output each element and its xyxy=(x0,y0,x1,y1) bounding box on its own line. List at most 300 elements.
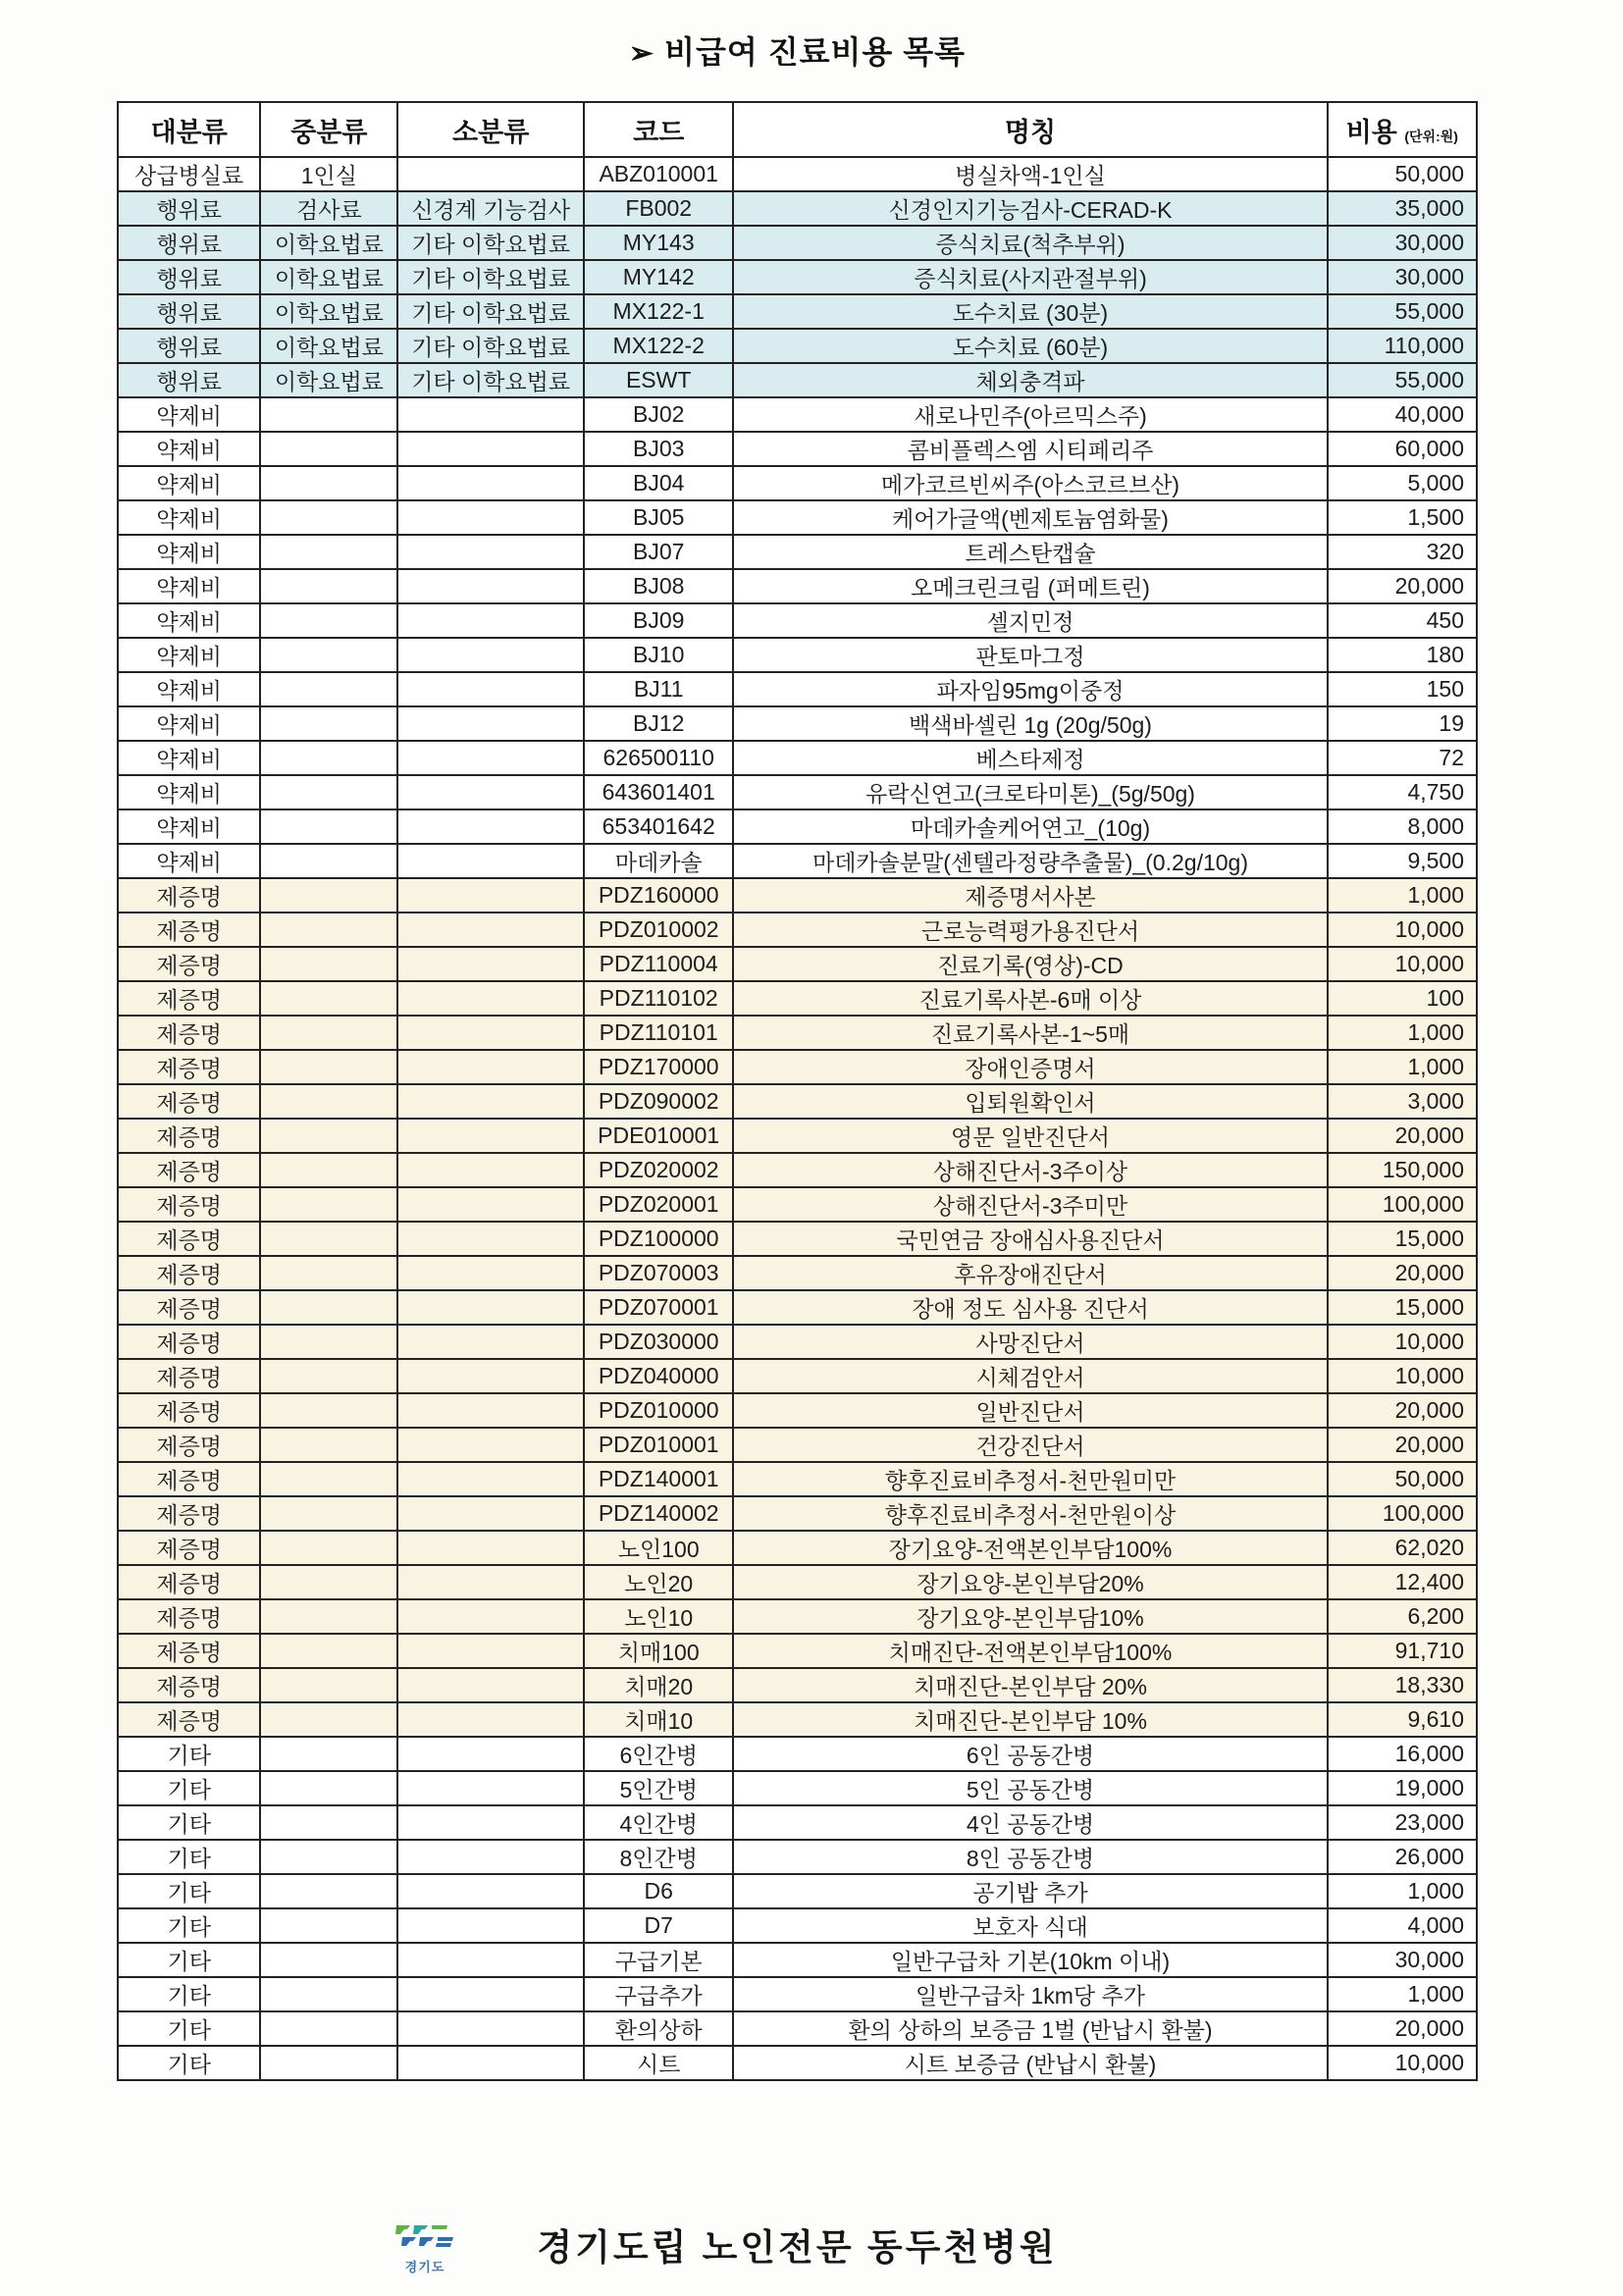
cell-name: 진료기록사본-6매 이상 xyxy=(733,981,1327,1016)
cell-cost: 10,000 xyxy=(1328,1359,1477,1393)
cell-major-category: 기타 xyxy=(118,1874,260,1908)
header-code: 코드 xyxy=(584,102,733,157)
table-row xyxy=(118,1943,1477,1977)
cell-code: 5인간병 xyxy=(584,1771,733,1805)
cell-major-category: 행위료 xyxy=(118,329,260,363)
cell-cost: 15,000 xyxy=(1328,1290,1477,1325)
cell-major-category: 약제비 xyxy=(118,603,260,638)
cell-sub-category xyxy=(397,535,584,569)
cell-cost: 19,000 xyxy=(1328,1771,1477,1805)
cell-mid-category xyxy=(260,432,397,466)
cell-name: 치매진단-전액본인부담100% xyxy=(733,1634,1327,1668)
header-cost-label: 비용 xyxy=(1345,117,1397,147)
cell-mid-category xyxy=(260,1668,397,1702)
cell-sub-category xyxy=(397,1840,584,1874)
cell-name: 상해진단서-3주이상 xyxy=(733,1153,1327,1187)
cell-mid-category xyxy=(260,1840,397,1874)
cell-sub-category xyxy=(397,466,584,500)
cell-cost: 50,000 xyxy=(1328,157,1477,191)
page-title-text: 비급여 진료비용 목록 xyxy=(664,34,967,70)
cell-sub-category xyxy=(397,500,584,535)
cell-major-category: 기타 xyxy=(118,1805,260,1840)
table-row xyxy=(118,775,1477,809)
cell-sub-category xyxy=(397,1256,584,1290)
table-row xyxy=(118,913,1477,947)
cell-name: 향후진료비추정서-천만원미만 xyxy=(733,1462,1327,1496)
cell-name: 4인 공동간병 xyxy=(733,1805,1327,1840)
cell-cost: 10,000 xyxy=(1328,913,1477,947)
title-arrow-icon: ➢ xyxy=(628,37,655,70)
cell-mid-category xyxy=(260,535,397,569)
cell-cost: 9,610 xyxy=(1328,1702,1477,1737)
table-row xyxy=(118,363,1477,397)
cell-code: 643601401 xyxy=(584,775,733,809)
cell-name: 백색바셀린 1g (20g/50g) xyxy=(733,706,1327,741)
header-cost xyxy=(1328,102,1477,157)
cell-mid-category xyxy=(260,603,397,638)
table-row xyxy=(118,706,1477,741)
header-cost-unit: (단위:원) xyxy=(1404,128,1458,144)
table-row xyxy=(118,1290,1477,1325)
cell-sub-category xyxy=(397,1668,584,1702)
cell-sub-category xyxy=(397,1119,584,1153)
cell-code: BJ05 xyxy=(584,500,733,535)
cell-code: PDZ110004 xyxy=(584,947,733,981)
cell-code: PDZ020002 xyxy=(584,1153,733,1187)
header-sub-category: 소분류 xyxy=(397,102,584,157)
cell-name: 마데카솔케어연고_(10g) xyxy=(733,809,1327,844)
cell-mid-category xyxy=(260,1908,397,1943)
cell-name: 일반구급차 1km당 추가 xyxy=(733,1977,1327,2011)
cell-code: 구급추가 xyxy=(584,1977,733,2011)
cell-sub-category xyxy=(397,603,584,638)
cell-cost: 1,000 xyxy=(1328,1977,1477,2011)
cell-cost: 320 xyxy=(1328,535,1477,569)
table-row xyxy=(118,569,1477,603)
table-row xyxy=(118,947,1477,981)
cell-major-category: 제증명 xyxy=(118,1222,260,1256)
cell-sub-category xyxy=(397,809,584,844)
cell-name: 도수치료 (60분) xyxy=(733,329,1327,363)
cell-major-category: 행위료 xyxy=(118,294,260,329)
cell-mid-category xyxy=(260,1428,397,1462)
table-row xyxy=(118,1977,1477,2011)
cell-name: 진료기록사본-1~5매 xyxy=(733,1016,1327,1050)
table-row xyxy=(118,2011,1477,2046)
cell-sub-category xyxy=(397,1325,584,1359)
cell-code: FB002 xyxy=(584,191,733,226)
table-row xyxy=(118,260,1477,294)
cell-sub-category xyxy=(397,913,584,947)
cell-major-category: 제증명 xyxy=(118,1325,260,1359)
cell-name: 치매진단-본인부담 20% xyxy=(733,1668,1327,1702)
cell-sub-category xyxy=(397,157,584,191)
cell-mid-category xyxy=(260,947,397,981)
footer xyxy=(0,2216,1623,2284)
cell-cost: 10,000 xyxy=(1328,1325,1477,1359)
cell-cost: 23,000 xyxy=(1328,1805,1477,1840)
cell-cost: 20,000 xyxy=(1328,1119,1477,1153)
cell-mid-category xyxy=(260,1050,397,1084)
cell-major-category: 제증명 xyxy=(118,1290,260,1325)
page-title xyxy=(117,27,1478,73)
cell-name: 보호자 식대 xyxy=(733,1908,1327,1943)
table-row xyxy=(118,432,1477,466)
cell-code: 626500110 xyxy=(584,741,733,775)
cell-code: D7 xyxy=(584,1908,733,1943)
cell-code: 노인100 xyxy=(584,1531,733,1565)
cell-mid-category xyxy=(260,397,397,432)
cell-major-category: 제증명 xyxy=(118,1016,260,1050)
cell-cost: 20,000 xyxy=(1328,1393,1477,1428)
cell-code: PDZ140001 xyxy=(584,1462,733,1496)
cell-mid-category xyxy=(260,741,397,775)
cell-major-category: 제증명 xyxy=(118,1531,260,1565)
cell-code: ABZ010001 xyxy=(584,157,733,191)
cell-mid-category xyxy=(260,1016,397,1050)
cell-code: 노인20 xyxy=(584,1565,733,1599)
cell-name: 장애인증명서 xyxy=(733,1050,1327,1084)
cell-mid-category xyxy=(260,809,397,844)
table-row xyxy=(118,638,1477,672)
cell-sub-category xyxy=(397,1565,584,1599)
cell-major-category: 제증명 xyxy=(118,1462,260,1496)
cell-name: 국민연금 장애심사용진단서 xyxy=(733,1222,1327,1256)
gyeonggi-do-logo-text: 경기도 xyxy=(404,2260,445,2274)
cell-major-category: 제증명 xyxy=(118,1187,260,1222)
cell-major-category: 약제비 xyxy=(118,569,260,603)
cell-code: 마데카솔 xyxy=(584,844,733,878)
table-row xyxy=(118,1840,1477,1874)
cell-name: 베스타제정 xyxy=(733,741,1327,775)
cell-cost: 20,000 xyxy=(1328,2011,1477,2046)
table-row xyxy=(118,844,1477,878)
cell-major-category: 제증명 xyxy=(118,1428,260,1462)
cell-major-category: 제증명 xyxy=(118,1050,260,1084)
cell-sub-category xyxy=(397,1393,584,1428)
cell-sub-category xyxy=(397,1050,584,1084)
cell-cost: 4,000 xyxy=(1328,1908,1477,1943)
cell-major-category: 약제비 xyxy=(118,500,260,535)
table-row xyxy=(118,1016,1477,1050)
cell-cost: 5,000 xyxy=(1328,466,1477,500)
cell-name: 장기요양-본인부담20% xyxy=(733,1565,1327,1599)
cell-sub-category xyxy=(397,1016,584,1050)
cell-major-category: 약제비 xyxy=(118,809,260,844)
cell-mid-category xyxy=(260,1119,397,1153)
table-row xyxy=(118,397,1477,432)
cell-sub-category xyxy=(397,1084,584,1119)
cell-major-category: 약제비 xyxy=(118,844,260,878)
cell-mid-category xyxy=(260,1943,397,1977)
table-row xyxy=(118,878,1477,913)
cell-major-category: 약제비 xyxy=(118,466,260,500)
cell-code: 환의상하 xyxy=(584,2011,733,2046)
cell-major-category: 기타 xyxy=(118,1908,260,1943)
cell-cost: 55,000 xyxy=(1328,363,1477,397)
cell-sub-category xyxy=(397,1531,584,1565)
cell-name: 6인 공동간병 xyxy=(733,1737,1327,1771)
cell-name: 오메크린크림 (퍼메트린) xyxy=(733,569,1327,603)
cell-name: 케어가글액(벤제토늄염화물) xyxy=(733,500,1327,535)
cell-major-category: 기타 xyxy=(118,1840,260,1874)
cell-mid-category xyxy=(260,500,397,535)
cell-mid-category xyxy=(260,913,397,947)
cell-mid-category xyxy=(260,844,397,878)
cell-mid-category xyxy=(260,1977,397,2011)
table-header-row xyxy=(118,102,1477,157)
cell-major-category: 제증명 xyxy=(118,1153,260,1187)
table-row xyxy=(118,1462,1477,1496)
cell-cost: 50,000 xyxy=(1328,1462,1477,1496)
cell-cost: 26,000 xyxy=(1328,1840,1477,1874)
cell-code: BJ09 xyxy=(584,603,733,638)
cell-mid-category xyxy=(260,706,397,741)
cell-code: ESWT xyxy=(584,363,733,397)
cell-name: 5인 공동간병 xyxy=(733,1771,1327,1805)
cell-sub-category: 기타 이학요법료 xyxy=(397,294,584,329)
cell-major-category: 기타 xyxy=(118,1943,260,1977)
cell-mid-category xyxy=(260,2011,397,2046)
cell-name: 시체검안서 xyxy=(733,1359,1327,1393)
cell-major-category: 제증명 xyxy=(118,1256,260,1290)
cell-mid-category xyxy=(260,1325,397,1359)
cell-mid-category xyxy=(260,1599,397,1634)
cell-code: 4인간병 xyxy=(584,1805,733,1840)
cell-mid-category: 이학요법료 xyxy=(260,294,397,329)
table-row xyxy=(118,1428,1477,1462)
cell-mid-category: 이학요법료 xyxy=(260,363,397,397)
cell-cost: 8,000 xyxy=(1328,809,1477,844)
cell-code: BJ03 xyxy=(584,432,733,466)
table-row xyxy=(118,1153,1477,1187)
cell-code: PDZ140002 xyxy=(584,1496,733,1531)
cell-sub-category xyxy=(397,1462,584,1496)
cell-cost: 1,000 xyxy=(1328,1050,1477,1084)
cell-code: BJ08 xyxy=(584,569,733,603)
cell-name: 셀지민정 xyxy=(733,603,1327,638)
cell-name: 건강진단서 xyxy=(733,1428,1327,1462)
cell-cost: 100,000 xyxy=(1328,1496,1477,1531)
cell-mid-category xyxy=(260,1153,397,1187)
cell-sub-category xyxy=(397,775,584,809)
cell-code: BJ10 xyxy=(584,638,733,672)
cell-major-category: 제증명 xyxy=(118,913,260,947)
cell-code: PDZ010002 xyxy=(584,913,733,947)
cell-code: 구급기본 xyxy=(584,1943,733,1977)
cell-sub-category xyxy=(397,1805,584,1840)
cell-mid-category: 이학요법료 xyxy=(260,329,397,363)
cell-major-category: 약제비 xyxy=(118,741,260,775)
table-row xyxy=(118,1496,1477,1531)
cell-sub-category xyxy=(397,1702,584,1737)
cell-mid-category xyxy=(260,569,397,603)
cell-cost: 12,400 xyxy=(1328,1565,1477,1599)
table-row xyxy=(118,1325,1477,1359)
cell-major-category: 제증명 xyxy=(118,878,260,913)
table-row xyxy=(118,1084,1477,1119)
cell-cost: 15,000 xyxy=(1328,1222,1477,1256)
cell-major-category: 행위료 xyxy=(118,260,260,294)
table-row xyxy=(118,1393,1477,1428)
cell-major-category: 제증명 xyxy=(118,1599,260,1634)
cell-code: MX122-1 xyxy=(584,294,733,329)
cell-mid-category xyxy=(260,1565,397,1599)
cell-code: PDZ010001 xyxy=(584,1428,733,1462)
cell-major-category: 제증명 xyxy=(118,981,260,1016)
table-row xyxy=(118,2046,1477,2080)
table-row xyxy=(118,1222,1477,1256)
cell-mid-category xyxy=(260,1290,397,1325)
cell-mid-category xyxy=(260,1702,397,1737)
cell-cost: 91,710 xyxy=(1328,1634,1477,1668)
cell-major-category: 제증명 xyxy=(118,947,260,981)
cell-mid-category xyxy=(260,1359,397,1393)
cell-sub-category xyxy=(397,1222,584,1256)
table-row xyxy=(118,1702,1477,1737)
table-row xyxy=(118,1359,1477,1393)
cell-code: PDZ070003 xyxy=(584,1256,733,1290)
cell-mid-category xyxy=(260,1256,397,1290)
cell-sub-category xyxy=(397,1359,584,1393)
table-row xyxy=(118,1531,1477,1565)
cell-cost: 110,000 xyxy=(1328,329,1477,363)
cell-code: PDZ010000 xyxy=(584,1393,733,1428)
cell-sub-category xyxy=(397,432,584,466)
cell-name: 트레스탄캡슐 xyxy=(733,535,1327,569)
cell-sub-category xyxy=(397,1977,584,2011)
table-row xyxy=(118,466,1477,500)
cell-cost: 20,000 xyxy=(1328,1256,1477,1290)
cell-major-category: 제증명 xyxy=(118,1393,260,1428)
cell-sub-category: 기타 이학요법료 xyxy=(397,260,584,294)
table-row xyxy=(118,226,1477,260)
header-name: 명칭 xyxy=(733,102,1327,157)
cell-code: PDZ020001 xyxy=(584,1187,733,1222)
cell-mid-category xyxy=(260,2046,397,2080)
cell-sub-category xyxy=(397,1428,584,1462)
cell-major-category: 기타 xyxy=(118,2046,260,2080)
cell-sub-category xyxy=(397,1737,584,1771)
cell-name: 증식치료(척추부위) xyxy=(733,226,1327,260)
cell-code: PDZ110102 xyxy=(584,981,733,1016)
cell-major-category: 기타 xyxy=(118,2011,260,2046)
cell-cost: 6,200 xyxy=(1328,1599,1477,1634)
cell-sub-category: 기타 이학요법료 xyxy=(397,329,584,363)
table-row xyxy=(118,1771,1477,1805)
cell-cost: 3,000 xyxy=(1328,1084,1477,1119)
cell-code: PDZ090002 xyxy=(584,1084,733,1119)
cell-cost: 1,000 xyxy=(1328,878,1477,913)
cell-code: BJ12 xyxy=(584,706,733,741)
cell-name: 유락신연고(크로타미톤)_(5g/50g) xyxy=(733,775,1327,809)
header-mid-category: 중분류 xyxy=(260,102,397,157)
cell-name: 진료기록(영상)-CD xyxy=(733,947,1327,981)
table-row xyxy=(118,1256,1477,1290)
table-row xyxy=(118,741,1477,775)
cell-code: PDZ070001 xyxy=(584,1290,733,1325)
cell-sub-category xyxy=(397,706,584,741)
cell-mid-category xyxy=(260,1531,397,1565)
cell-cost: 10,000 xyxy=(1328,2046,1477,2080)
table-row xyxy=(118,1119,1477,1153)
cell-code: BJ11 xyxy=(584,672,733,706)
cell-sub-category xyxy=(397,1943,584,1977)
cell-code: PDZ040000 xyxy=(584,1359,733,1393)
cell-name: 사망진단서 xyxy=(733,1325,1327,1359)
table-row xyxy=(118,157,1477,191)
cell-major-category: 약제비 xyxy=(118,775,260,809)
cell-code: MY142 xyxy=(584,260,733,294)
table-row xyxy=(118,1050,1477,1084)
cell-mid-category xyxy=(260,672,397,706)
table-row xyxy=(118,1187,1477,1222)
cell-cost: 1,500 xyxy=(1328,500,1477,535)
table-row xyxy=(118,294,1477,329)
cell-cost: 18,330 xyxy=(1328,1668,1477,1702)
cell-major-category: 약제비 xyxy=(118,432,260,466)
cell-cost: 450 xyxy=(1328,603,1477,638)
cell-cost: 4,750 xyxy=(1328,775,1477,809)
cell-name: 체외충격파 xyxy=(733,363,1327,397)
cell-cost: 35,000 xyxy=(1328,191,1477,226)
cell-mid-category xyxy=(260,775,397,809)
table-row xyxy=(118,329,1477,363)
cell-name: 판토마그정 xyxy=(733,638,1327,672)
cell-sub-category xyxy=(397,1908,584,1943)
cell-sub-category xyxy=(397,1290,584,1325)
cell-sub-category: 기타 이학요법료 xyxy=(397,226,584,260)
cell-sub-category xyxy=(397,2011,584,2046)
cell-name: 새로나민주(아르믹스주) xyxy=(733,397,1327,432)
cell-mid-category xyxy=(260,1496,397,1531)
cell-mid-category xyxy=(260,981,397,1016)
cell-code: PDE010001 xyxy=(584,1119,733,1153)
cell-sub-category xyxy=(397,1874,584,1908)
cell-cost: 16,000 xyxy=(1328,1737,1477,1771)
cell-mid-category xyxy=(260,1737,397,1771)
cell-mid-category xyxy=(260,1634,397,1668)
cell-cost: 150,000 xyxy=(1328,1153,1477,1187)
table-row xyxy=(118,1737,1477,1771)
cell-code: 치매20 xyxy=(584,1668,733,1702)
cell-name: 신경인지기능검사-CERAD-K xyxy=(733,191,1327,226)
cell-mid-category xyxy=(260,878,397,913)
cell-code: MX122-2 xyxy=(584,329,733,363)
cell-code: BJ07 xyxy=(584,535,733,569)
table-row xyxy=(118,603,1477,638)
cell-cost: 55,000 xyxy=(1328,294,1477,329)
cell-major-category: 제증명 xyxy=(118,1702,260,1737)
cell-cost: 60,000 xyxy=(1328,432,1477,466)
table-row xyxy=(118,1874,1477,1908)
cell-code: BJ02 xyxy=(584,397,733,432)
cell-name: 콤비플렉스엠 시티페리주 xyxy=(733,432,1327,466)
cell-major-category: 상급병실료 xyxy=(118,157,260,191)
cell-mid-category xyxy=(260,1805,397,1840)
cell-mid-category xyxy=(260,1084,397,1119)
cell-name: 장기요양-본인부담10% xyxy=(733,1599,1327,1634)
cell-sub-category xyxy=(397,1153,584,1187)
cell-name: 입퇴원확인서 xyxy=(733,1084,1327,1119)
cell-name: 환의 상하의 보증금 1벌 (반납시 환불) xyxy=(733,2011,1327,2046)
cell-mid-category xyxy=(260,466,397,500)
cell-name: 시트 보증금 (반납시 환불) xyxy=(733,2046,1327,2080)
table-row xyxy=(118,1668,1477,1702)
cell-major-category: 약제비 xyxy=(118,672,260,706)
cell-code: 시트 xyxy=(584,2046,733,2080)
cell-mid-category xyxy=(260,1771,397,1805)
